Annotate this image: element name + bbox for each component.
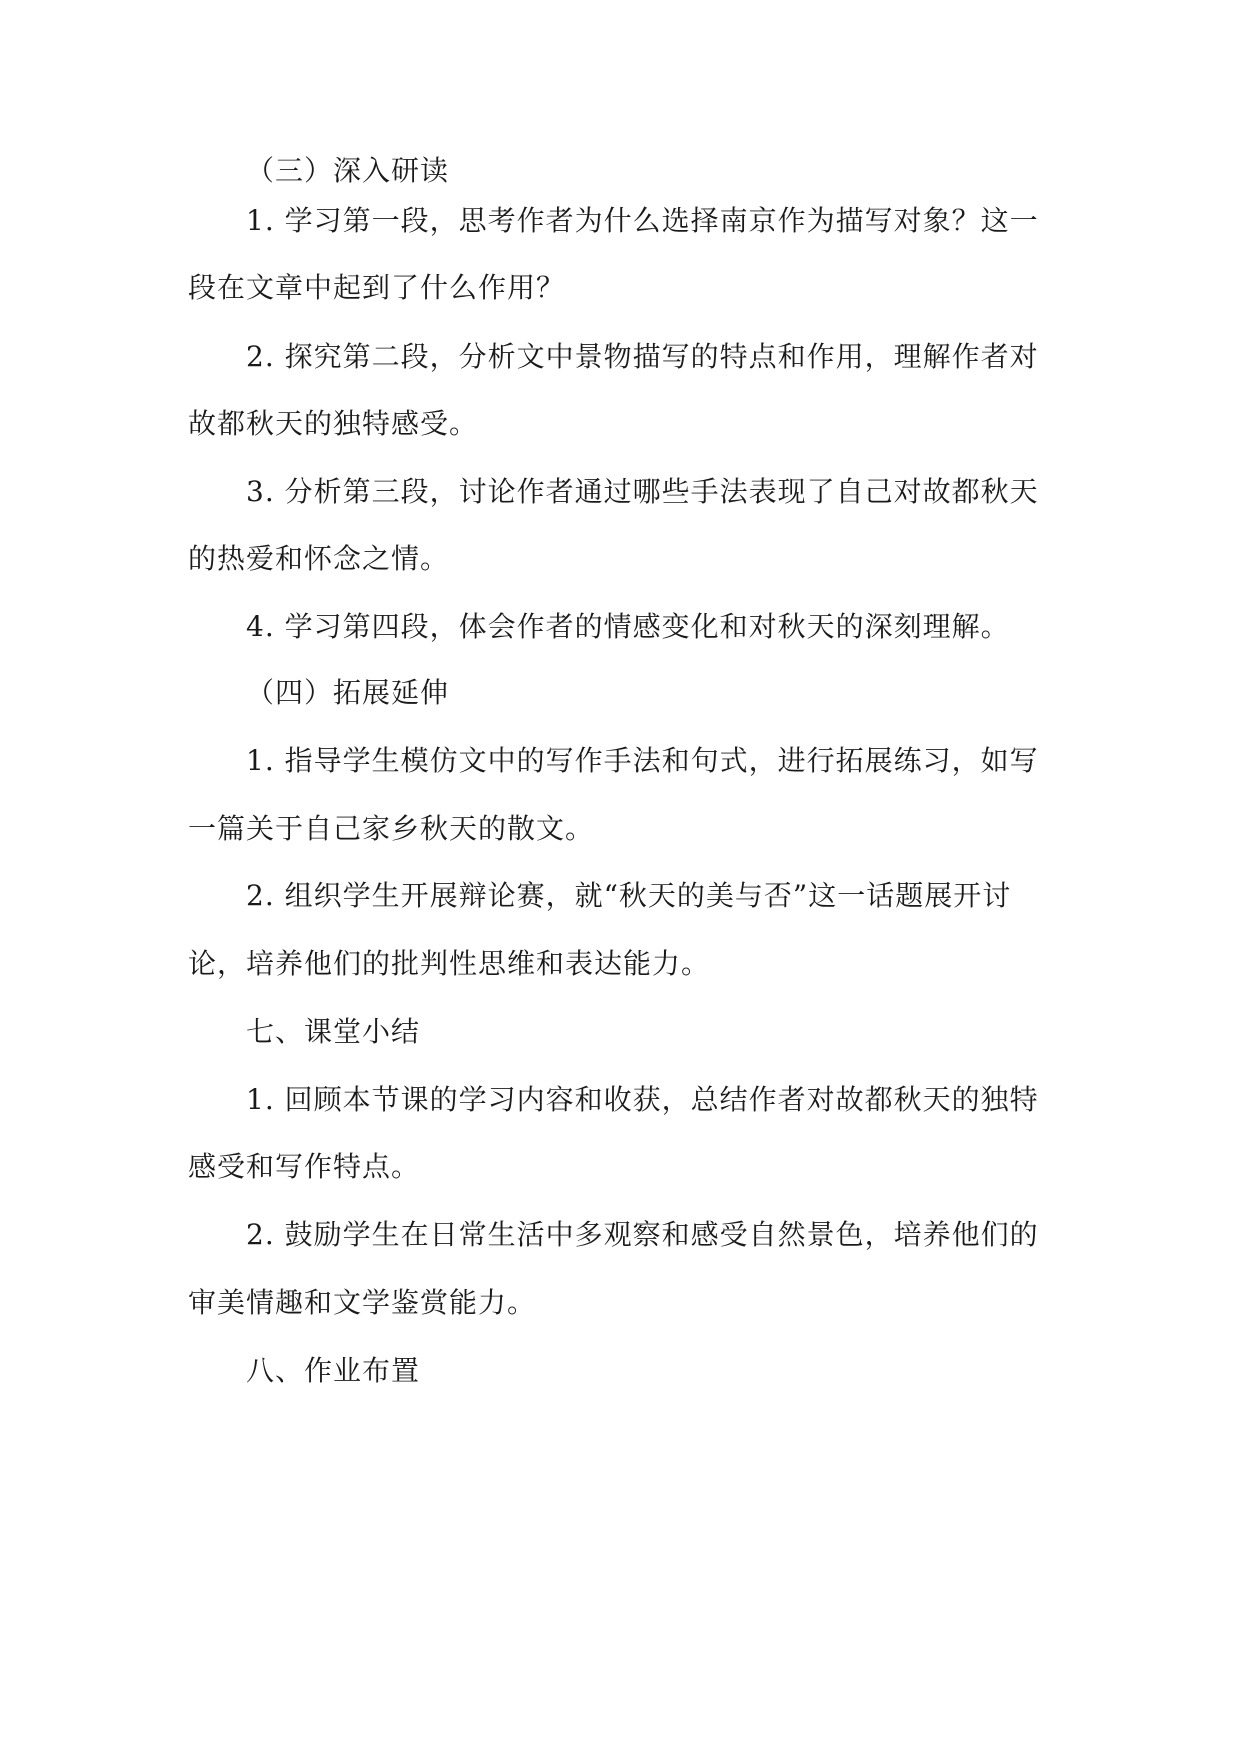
paragraph-line: 故都秋天的独特感受。 (188, 407, 479, 440)
paragraph-line: 一篇关于自己家乡秋天的散文。 (188, 812, 595, 845)
paragraph-line: 论，培养他们的批判性思维和表达能力。 (188, 947, 711, 980)
section-heading: （三）深入研读 (246, 154, 450, 187)
paragraph-line: 感受和写作特点。 (188, 1150, 421, 1183)
paragraph-line: 2. 探究第二段，分析文中景物描写的特点和作用，理解作者对 (246, 340, 1039, 373)
paragraph-line: 3. 分析第三段，讨论作者通过哪些手法表现了自己对故都秋天 (246, 475, 1039, 508)
paragraph-line: 4. 学习第四段，体会作者的情感变化和对秋天的深刻理解。 (246, 610, 1010, 643)
paragraph-line: 2. 鼓励学生在日常生活中多观察和感受自然景色，培养他们的 (246, 1218, 1039, 1251)
paragraph-line: 1. 学习第一段，思考作者为什么选择南京作为描写对象？这一 (246, 204, 1039, 237)
section-heading: （四）拓展延伸 (246, 676, 450, 709)
section-heading: 八、作业布置 (246, 1354, 421, 1387)
paragraph-line: 审美情趣和文学鉴赏能力。 (188, 1286, 537, 1319)
paragraph-line: 段在文章中起到了什么作用？ (188, 271, 566, 304)
section-heading: 七、课堂小结 (246, 1015, 421, 1048)
paragraph-line: 的热爱和怀念之情。 (188, 542, 450, 575)
paragraph-line: 2. 组织学生开展辩论赛，就“秋天的美与否”这一话题展开讨 (246, 879, 1012, 912)
paragraph-line: 1. 回顾本节课的学习内容和收获，总结作者对故都秋天的独特 (246, 1083, 1039, 1116)
paragraph-line: 1. 指导学生模仿文中的写作手法和句式，进行拓展练习，如写 (246, 744, 1039, 777)
